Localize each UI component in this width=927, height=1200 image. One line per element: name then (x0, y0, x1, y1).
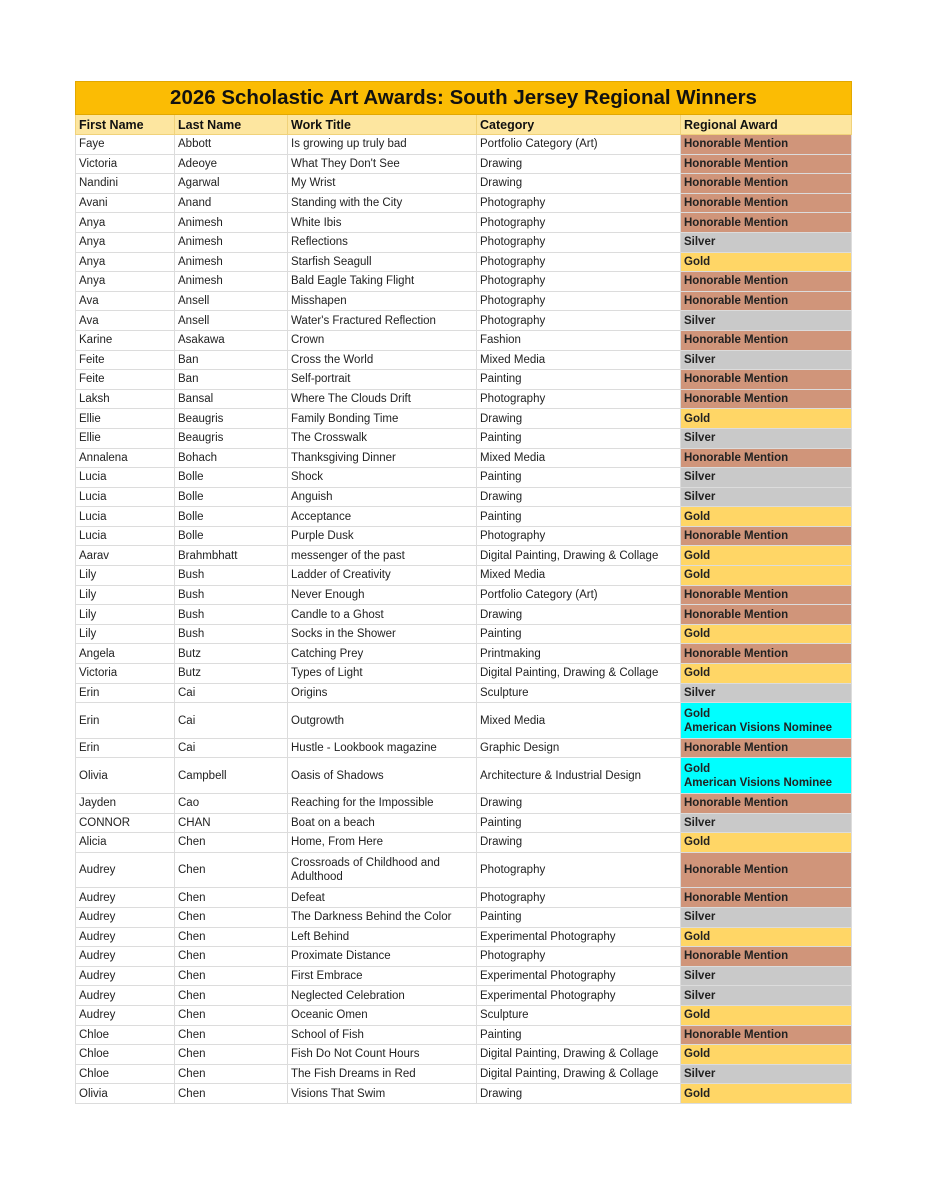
first-name-cell[interactable]: Feite (76, 370, 175, 390)
table-row (76, 213, 852, 233)
table-row (76, 566, 852, 586)
first-name-cell[interactable]: Anya (76, 213, 175, 233)
header-row (76, 115, 852, 135)
last-name-cell[interactable]: Bansal (175, 389, 288, 409)
category-cell[interactable]: Painting (477, 370, 681, 390)
category-cell[interactable]: Drawing (477, 409, 681, 429)
last-name-cell[interactable]: Chen (175, 1045, 288, 1065)
regional-award-cell[interactable]: Gold (681, 1045, 852, 1065)
regional-award-cell[interactable]: Silver (681, 468, 852, 488)
work-title-cell[interactable]: Shock (288, 468, 477, 488)
table-row (76, 232, 852, 252)
table-row (76, 546, 852, 566)
last-name-cell[interactable]: Chen (175, 1025, 288, 1045)
last-name-cell[interactable]: Chen (175, 986, 288, 1006)
sheet-title: 2026 Scholastic Art Awards: South Jersey Regional Winners (76, 82, 852, 115)
work-title-cell[interactable]: Origins (288, 683, 477, 703)
last-name-cell[interactable]: Chen (175, 947, 288, 967)
regional-award-cell[interactable] (681, 703, 852, 739)
table-row (76, 252, 852, 272)
last-name-cell[interactable]: Bush (175, 624, 288, 644)
column-header-category[interactable]: Category (477, 115, 681, 135)
work-title-cell[interactable]: Crossroads of Childhood and Adulthood (288, 852, 477, 888)
first-name-cell[interactable]: Karine (76, 330, 175, 350)
work-title-cell[interactable]: The Crosswalk (288, 428, 477, 448)
regional-award-cell[interactable]: Gold (681, 546, 852, 566)
last-name-cell[interactable]: Adeoye (175, 154, 288, 174)
table-row (76, 428, 852, 448)
award-label: Gold (684, 707, 711, 720)
regional-award-cell[interactable]: Honorable Mention (681, 585, 852, 605)
last-name-cell[interactable]: CHAN (175, 813, 288, 833)
last-name-cell[interactable]: Butz (175, 644, 288, 664)
title-row (76, 82, 852, 115)
work-title-cell[interactable]: Reaching for the Impossible (288, 794, 477, 814)
table-row (76, 585, 852, 605)
regional-award-cell[interactable]: Honorable Mention (681, 1025, 852, 1045)
table-row (76, 468, 852, 488)
category-cell[interactable]: Drawing (477, 605, 681, 625)
first-name-cell[interactable]: Lily (76, 605, 175, 625)
work-title-cell[interactable]: Hustle - Lookbook magazine (288, 738, 477, 758)
first-name-cell[interactable]: Audrey (76, 907, 175, 927)
last-name-cell[interactable]: Ansell (175, 311, 288, 331)
table-body (76, 135, 852, 1104)
work-title-cell[interactable]: Acceptance (288, 507, 477, 527)
work-title-cell[interactable]: Left Behind (288, 927, 477, 947)
last-name-cell[interactable]: Bush (175, 605, 288, 625)
regional-award-cell[interactable]: Honorable Mention (681, 193, 852, 213)
work-title-cell[interactable]: What They Don't See (288, 154, 477, 174)
last-name-cell[interactable]: Chen (175, 1064, 288, 1084)
work-title-cell[interactable]: Reflections (288, 232, 477, 252)
regional-award-cell[interactable]: Silver (681, 683, 852, 703)
last-name-cell[interactable]: Chen (175, 888, 288, 908)
first-name-cell[interactable]: Erin (76, 703, 175, 739)
work-title-cell[interactable]: messenger of the past (288, 546, 477, 566)
last-name-cell[interactable]: Bolle (175, 468, 288, 488)
work-title-cell[interactable]: Boat on a beach (288, 813, 477, 833)
work-title-cell[interactable]: Thanksgiving Dinner (288, 448, 477, 468)
last-name-cell[interactable]: Brahmbhatt (175, 546, 288, 566)
last-name-cell[interactable]: Bolle (175, 487, 288, 507)
first-name-cell[interactable]: Ava (76, 291, 175, 311)
last-name-cell[interactable]: Chen (175, 966, 288, 986)
last-name-cell[interactable]: Cao (175, 794, 288, 814)
table-row (76, 758, 852, 794)
table-row (76, 448, 852, 468)
first-name-cell[interactable]: Alicia (76, 833, 175, 853)
first-name-cell[interactable]: Audrey (76, 947, 175, 967)
work-title-cell[interactable]: Family Bonding Time (288, 409, 477, 429)
regional-award-cell[interactable]: Gold (681, 409, 852, 429)
category-cell[interactable]: Photography (477, 311, 681, 331)
last-name-cell[interactable]: Cai (175, 703, 288, 739)
table-row (76, 330, 852, 350)
regional-award-cell[interactable]: Honorable Mention (681, 135, 852, 155)
table-row (76, 526, 852, 546)
table-row (76, 135, 852, 155)
table-row (76, 1005, 852, 1025)
last-name-cell[interactable]: Chen (175, 907, 288, 927)
last-name-cell[interactable]: Ban (175, 370, 288, 390)
first-name-cell[interactable]: Ellie (76, 409, 175, 429)
regional-award-cell[interactable]: Silver (681, 232, 852, 252)
last-name-cell[interactable]: Ban (175, 350, 288, 370)
table-row (76, 487, 852, 507)
category-cell[interactable]: Photography (477, 213, 681, 233)
last-name-cell[interactable]: Cai (175, 738, 288, 758)
category-cell[interactable]: Digital Painting, Drawing & Collage (477, 1064, 681, 1084)
table-row (76, 947, 852, 967)
category-cell[interactable]: Painting (477, 1025, 681, 1045)
category-cell[interactable]: Drawing (477, 833, 681, 853)
work-title-cell[interactable]: Catching Prey (288, 644, 477, 664)
work-title-cell[interactable]: Anguish (288, 487, 477, 507)
category-cell[interactable]: Painting (477, 907, 681, 927)
table-row (76, 350, 852, 370)
category-cell[interactable]: Portfolio Category (Art) (477, 585, 681, 605)
table-row (76, 833, 852, 853)
first-name-cell[interactable]: Feite (76, 350, 175, 370)
regional-award-cell[interactable]: Gold (681, 624, 852, 644)
category-cell[interactable]: Mixed Media (477, 448, 681, 468)
regional-award-cell[interactable]: Honorable Mention (681, 888, 852, 908)
table-row (76, 794, 852, 814)
work-title-cell[interactable]: Crown (288, 330, 477, 350)
regional-award-cell[interactable]: Honorable Mention (681, 330, 852, 350)
regional-award-cell[interactable]: Silver (681, 350, 852, 370)
regional-award-cell[interactable]: Gold (681, 833, 852, 853)
regional-award-cell[interactable]: Gold (681, 664, 852, 684)
table-row (76, 389, 852, 409)
regional-award-cell[interactable]: Silver (681, 1064, 852, 1084)
work-title-cell[interactable]: Defeat (288, 888, 477, 908)
first-name-cell[interactable]: Annalena (76, 448, 175, 468)
work-title-cell[interactable]: Ladder of Creativity (288, 566, 477, 586)
last-name-cell[interactable]: Animesh (175, 213, 288, 233)
regional-award-cell[interactable]: Gold (681, 927, 852, 947)
last-name-cell[interactable]: Beaugris (175, 409, 288, 429)
category-cell[interactable]: Photography (477, 947, 681, 967)
last-name-cell[interactable]: Bush (175, 566, 288, 586)
table-row (76, 409, 852, 429)
regional-award-cell[interactable]: Honorable Mention (681, 794, 852, 814)
table-row (76, 907, 852, 927)
last-name-cell[interactable]: Anand (175, 193, 288, 213)
work-title-cell[interactable]: Home, From Here (288, 833, 477, 853)
work-title-cell[interactable]: Proximate Distance (288, 947, 477, 967)
last-name-cell[interactable]: Bolle (175, 526, 288, 546)
last-name-cell[interactable]: Chen (175, 1084, 288, 1104)
table-row (76, 272, 852, 292)
work-title-cell[interactable]: Purple Dusk (288, 526, 477, 546)
regional-award-cell[interactable]: Gold (681, 252, 852, 272)
category-cell[interactable]: Experimental Photography (477, 966, 681, 986)
column-header-work-title[interactable]: Work Title (288, 115, 477, 135)
first-name-cell[interactable]: Victoria (76, 154, 175, 174)
table-row (76, 193, 852, 213)
category-cell[interactable]: Painting (477, 428, 681, 448)
category-cell[interactable]: Photography (477, 193, 681, 213)
regional-award-cell[interactable]: Honorable Mention (681, 852, 852, 888)
table-row (76, 852, 852, 888)
category-cell[interactable]: Photography (477, 888, 681, 908)
regional-award-cell[interactable]: Gold (681, 1005, 852, 1025)
regional-award-cell[interactable]: Silver (681, 487, 852, 507)
work-title-cell[interactable]: Standing with the City (288, 193, 477, 213)
category-cell[interactable]: Printmaking (477, 644, 681, 664)
table-row (76, 927, 852, 947)
first-name-cell[interactable]: Olivia (76, 758, 175, 794)
category-cell[interactable]: Photography (477, 852, 681, 888)
first-name-cell[interactable]: Ellie (76, 428, 175, 448)
regional-award-cell[interactable]: Honorable Mention (681, 738, 852, 758)
first-name-cell[interactable]: Lucia (76, 487, 175, 507)
last-name-cell[interactable]: Beaugris (175, 428, 288, 448)
table-row (76, 291, 852, 311)
award-label: American Visions Nominee (684, 776, 833, 789)
first-name-cell[interactable]: Lily (76, 624, 175, 644)
regional-award-cell[interactable]: Honorable Mention (681, 213, 852, 233)
table-row (76, 738, 852, 758)
regional-award-cell[interactable]: Gold (681, 566, 852, 586)
first-name-cell[interactable]: Chloe (76, 1064, 175, 1084)
last-name-cell[interactable]: Chen (175, 852, 288, 888)
category-cell[interactable]: Fashion (477, 330, 681, 350)
table-row (76, 703, 852, 739)
work-title-cell[interactable]: Is growing up truly bad (288, 135, 477, 155)
table-row (76, 683, 852, 703)
first-name-cell[interactable]: Lucia (76, 526, 175, 546)
first-name-cell[interactable]: Anya (76, 232, 175, 252)
regional-award-cell[interactable]: Gold (681, 507, 852, 527)
first-name-cell[interactable]: Erin (76, 683, 175, 703)
last-name-cell[interactable]: Chen (175, 833, 288, 853)
regional-award-cell[interactable]: Honorable Mention (681, 272, 852, 292)
work-title-cell[interactable]: Misshapen (288, 291, 477, 311)
first-name-cell[interactable]: Ava (76, 311, 175, 331)
regional-award-cell[interactable]: Honorable Mention (681, 291, 852, 311)
first-name-cell[interactable]: Angela (76, 644, 175, 664)
table-row (76, 624, 852, 644)
regional-award-cell[interactable]: Honorable Mention (681, 644, 852, 664)
work-title-cell[interactable]: Where The Clouds Drift (288, 389, 477, 409)
work-title-cell[interactable]: The Fish Dreams in Red (288, 1064, 477, 1084)
column-header-regional-award[interactable]: Regional Award (681, 115, 852, 135)
work-title-cell[interactable]: Oceanic Omen (288, 1005, 477, 1025)
first-name-cell[interactable]: Chloe (76, 1025, 175, 1045)
table-row (76, 664, 852, 684)
table-row (76, 644, 852, 664)
regional-award-cell[interactable]: Silver (681, 428, 852, 448)
first-name-cell[interactable]: Audrey (76, 986, 175, 1006)
work-title-cell[interactable]: Socks in the Shower (288, 624, 477, 644)
winners-table (75, 81, 852, 1104)
work-title-cell[interactable]: Types of Light (288, 664, 477, 684)
first-name-cell[interactable]: Victoria (76, 664, 175, 684)
first-name-cell[interactable]: Audrey (76, 966, 175, 986)
regional-award-cell[interactable]: Gold (681, 1084, 852, 1104)
award-label: American Visions Nominee (684, 721, 833, 734)
work-title-cell[interactable]: Neglected Celebration (288, 986, 477, 1006)
regional-award-cell[interactable]: Honorable Mention (681, 389, 852, 409)
last-name-cell[interactable]: Bolle (175, 507, 288, 527)
category-cell[interactable]: Graphic Design (477, 738, 681, 758)
regional-award-cell[interactable]: Silver (681, 907, 852, 927)
regional-award-cell[interactable]: Honorable Mention (681, 154, 852, 174)
category-cell[interactable]: Drawing (477, 154, 681, 174)
category-cell[interactable]: Experimental Photography (477, 927, 681, 947)
work-title-cell[interactable]: Fish Do Not Count Hours (288, 1045, 477, 1065)
table-row (76, 507, 852, 527)
table-row (76, 154, 852, 174)
work-title-cell[interactable]: Never Enough (288, 585, 477, 605)
first-name-cell[interactable]: Lily (76, 566, 175, 586)
category-cell[interactable]: Photography (477, 252, 681, 272)
first-name-cell[interactable]: Audrey (76, 927, 175, 947)
award-label: Gold (684, 762, 711, 775)
work-title-cell[interactable]: Oasis of Shadows (288, 758, 477, 794)
category-cell[interactable]: Sculpture (477, 1005, 681, 1025)
work-title-cell[interactable]: Self-portrait (288, 370, 477, 390)
work-title-cell[interactable]: Candle to a Ghost (288, 605, 477, 625)
last-name-cell[interactable]: Asakawa (175, 330, 288, 350)
first-name-cell[interactable]: Chloe (76, 1045, 175, 1065)
regional-award-cell[interactable]: Silver (681, 311, 852, 331)
category-cell[interactable]: Painting (477, 624, 681, 644)
first-name-cell[interactable]: Faye (76, 135, 175, 155)
category-cell[interactable]: Drawing (477, 487, 681, 507)
last-name-cell[interactable]: Abbott (175, 135, 288, 155)
work-title-cell[interactable]: White Ibis (288, 213, 477, 233)
regional-award-cell[interactable]: Honorable Mention (681, 370, 852, 390)
regional-award-cell[interactable]: Silver (681, 966, 852, 986)
last-name-cell[interactable]: Animesh (175, 252, 288, 272)
category-cell[interactable]: Photography (477, 526, 681, 546)
category-cell[interactable]: Digital Painting, Drawing & Collage (477, 664, 681, 684)
regional-award-cell[interactable]: Honorable Mention (681, 174, 852, 194)
table-row (76, 888, 852, 908)
category-cell[interactable]: Photography (477, 389, 681, 409)
regional-award-cell[interactable] (681, 758, 852, 794)
work-title-cell[interactable]: Bald Eagle Taking Flight (288, 272, 477, 292)
category-cell[interactable]: Drawing (477, 1084, 681, 1104)
first-name-cell[interactable]: Audrey (76, 888, 175, 908)
regional-award-cell[interactable]: Honorable Mention (681, 448, 852, 468)
first-name-cell[interactable]: Audrey (76, 852, 175, 888)
work-title-cell[interactable]: School of Fish (288, 1025, 477, 1045)
column-header-last-name[interactable]: Last Name (175, 115, 288, 135)
table-row (76, 813, 852, 833)
category-cell[interactable]: Drawing (477, 794, 681, 814)
category-cell[interactable]: Digital Painting, Drawing & Collage (477, 546, 681, 566)
first-name-cell[interactable]: Nandini (76, 174, 175, 194)
last-name-cell[interactable]: Butz (175, 664, 288, 684)
first-name-cell[interactable]: Laksh (76, 389, 175, 409)
first-name-cell[interactable]: Olivia (76, 1084, 175, 1104)
work-title-cell[interactable]: The Darkness Behind the Color (288, 907, 477, 927)
first-name-cell[interactable]: Jayden (76, 794, 175, 814)
work-title-cell[interactable]: Starfish Seagull (288, 252, 477, 272)
category-cell[interactable]: Painting (477, 507, 681, 527)
regional-award-cell[interactable]: Silver (681, 986, 852, 1006)
work-title-cell[interactable]: Cross the World (288, 350, 477, 370)
regional-award-cell[interactable]: Honorable Mention (681, 947, 852, 967)
table-row (76, 1084, 852, 1104)
first-name-cell[interactable]: Lily (76, 585, 175, 605)
category-cell[interactable]: Photography (477, 232, 681, 252)
first-name-cell[interactable]: Aarav (76, 546, 175, 566)
column-header-first-name[interactable]: First Name (76, 115, 175, 135)
category-cell[interactable]: Architecture & Industrial Design (477, 758, 681, 794)
work-title-cell[interactable]: My Wrist (288, 174, 477, 194)
first-name-cell[interactable]: Anya (76, 252, 175, 272)
category-cell[interactable]: Painting (477, 468, 681, 488)
work-title-cell[interactable]: Water's Fractured Reflection (288, 311, 477, 331)
work-title-cell[interactable]: Outgrowth (288, 703, 477, 739)
table-row (76, 1064, 852, 1084)
category-cell[interactable]: Digital Painting, Drawing & Collage (477, 1045, 681, 1065)
regional-award-cell[interactable]: Honorable Mention (681, 526, 852, 546)
category-cell[interactable]: Experimental Photography (477, 986, 681, 1006)
category-cell[interactable]: Portfolio Category (Art) (477, 135, 681, 155)
last-name-cell[interactable]: Animesh (175, 232, 288, 252)
table-row (76, 174, 852, 194)
last-name-cell[interactable]: Chen (175, 927, 288, 947)
table-row (76, 1025, 852, 1045)
last-name-cell[interactable]: Agarwal (175, 174, 288, 194)
last-name-cell[interactable]: Animesh (175, 272, 288, 292)
work-title-cell[interactable]: Visions That Swim (288, 1084, 477, 1104)
last-name-cell[interactable]: Chen (175, 1005, 288, 1025)
category-cell[interactable]: Mixed Media (477, 350, 681, 370)
first-name-cell[interactable]: Avani (76, 193, 175, 213)
category-cell[interactable]: Drawing (477, 174, 681, 194)
table-row (76, 1045, 852, 1065)
last-name-cell[interactable]: Campbell (175, 758, 288, 794)
last-name-cell[interactable]: Bush (175, 585, 288, 605)
first-name-cell[interactable]: Lucia (76, 507, 175, 527)
first-name-cell[interactable]: CONNOR (76, 813, 175, 833)
table-row (76, 370, 852, 390)
category-cell[interactable]: Mixed Media (477, 566, 681, 586)
table-row (76, 605, 852, 625)
first-name-cell[interactable]: Audrey (76, 1005, 175, 1025)
table-row (76, 986, 852, 1006)
category-cell[interactable]: Sculpture (477, 683, 681, 703)
work-title-cell[interactable]: First Embrace (288, 966, 477, 986)
table-row (76, 311, 852, 331)
first-name-cell[interactable]: Erin (76, 738, 175, 758)
category-cell[interactable]: Photography (477, 272, 681, 292)
table-row (76, 966, 852, 986)
first-name-cell[interactable]: Anya (76, 272, 175, 292)
last-name-cell[interactable]: Bohach (175, 448, 288, 468)
last-name-cell[interactable]: Ansell (175, 291, 288, 311)
category-cell[interactable]: Photography (477, 291, 681, 311)
regional-award-cell[interactable]: Silver (681, 813, 852, 833)
first-name-cell[interactable]: Lucia (76, 468, 175, 488)
regional-award-cell[interactable]: Honorable Mention (681, 605, 852, 625)
category-cell[interactable]: Mixed Media (477, 703, 681, 739)
last-name-cell[interactable]: Cai (175, 683, 288, 703)
category-cell[interactable]: Painting (477, 813, 681, 833)
